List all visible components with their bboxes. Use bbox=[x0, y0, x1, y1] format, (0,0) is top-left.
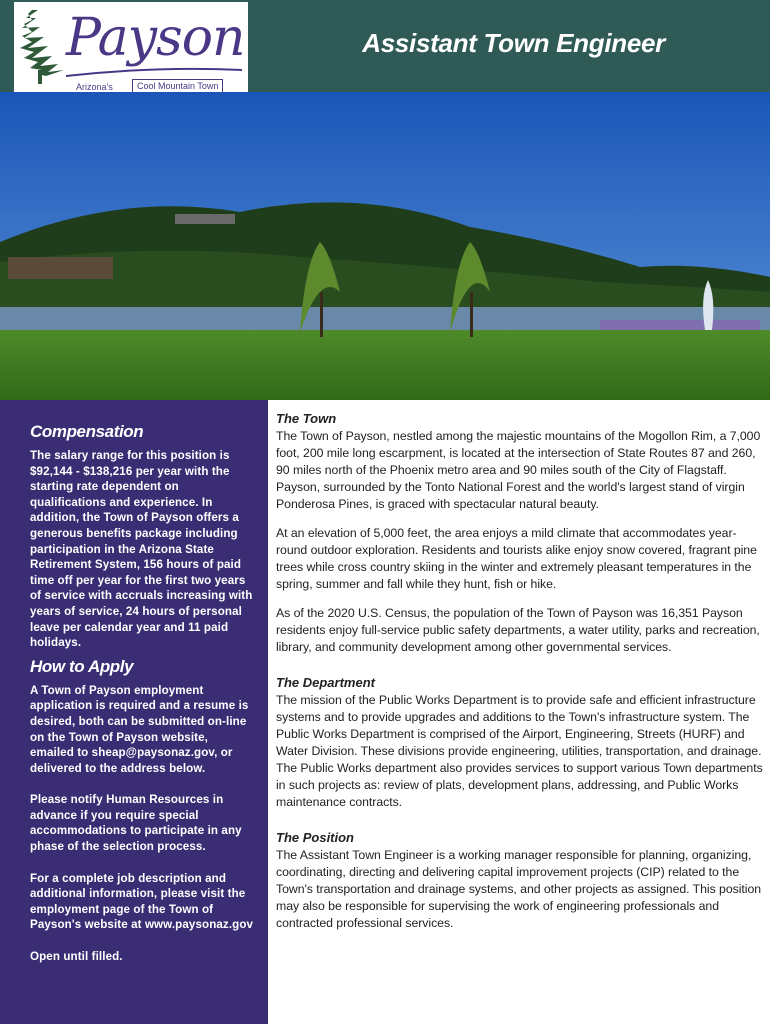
park-landscape-image bbox=[0, 92, 770, 400]
the-position-paragraph: The Assistant Town Engineer is a working manager responsible for planning, organizing, coordinating, directing and delivering capital improvement projects (CIP) related to the Town's transportation and drainage systems, and other projects as assigned. This position may also be responsible for supervising the work of engineering professionals and contracted professional services. bbox=[276, 848, 762, 930]
open-until-filled-text: Open until filled. bbox=[30, 950, 123, 964]
job-description-text: For a complete job description and additional information, please visit the employment page of the Town of Payson's website at www.paysonaz.gov bbox=[30, 871, 254, 932]
main-content bbox=[276, 410, 766, 932]
the-department-paragraph: The mission of the Public Works Department is to provide safe and efficient infrastructure systems and to provide upgrades and additions to the Town's infrastructure system. The Public Works Department is comprised of the Airport, Engineering, Streets (HURF) and Water Division. These divisions provide engineering, utilities, transportation, and drainage. The Public Works department also provides services to support various Town departments in such projects as: review of plats, development plans, addressing, and Public Works maintenance contracts. bbox=[276, 693, 763, 809]
sidebar-panel bbox=[0, 400, 268, 1024]
compensation-heading: Compensation bbox=[30, 422, 144, 441]
page-title: Assistant Town Engineer bbox=[362, 28, 665, 58]
compensation-text: The salary range for this position is $92,144 - $138,216 per year with the starting rate dependent on qualifications and experience. In addition, the Town of Payson offers a generous benefits package including participation in the Arizona State Retirement System, 156 hours of paid time off per year for the first two years of service with accruals increasing with years of service, 24 hours of personal leave per calendar year and 11 paid holidays. bbox=[30, 449, 253, 650]
the-position-heading: The Position bbox=[276, 830, 354, 845]
the-town-paragraph-1: The Town of Payson, nestled among the majestic mountains of the Mogollon Rim, a 7,000 foot, 200 mile long escarpment, is located at the intersection of State Routes 87 and 260, 90 miles north of the Phoenix metro area and 90 miles south of the City of Flagstaff. Payson, surrounded by the Tonto National Forest and the world's largest stand of virgin Ponderosa Pines, is graced with spectacular natural beauty. bbox=[276, 429, 761, 511]
the-town-heading: The Town bbox=[276, 411, 337, 426]
how-to-apply-text: A Town of Payson employment application is required and a resume is desired, both can be submitted on-line on the Town of Payson website, emailed to sheap@paysonaz.gov, or delivered to the address below. bbox=[30, 683, 249, 775]
the-town-paragraph-2: At an elevation of 5,000 feet, the area enjoys a mild climate that accommodates year-round outdoor exploration. Residents and tourists alike enjoy snow covered, fragrant pine trees while cross country skiing in the winter and extremely pleasant temperatures in the spring, summer and fall while they hunt, fish or hike. bbox=[276, 526, 757, 591]
payson-logo bbox=[14, 2, 248, 101]
the-town-paragraph-3: As of the 2020 U.S. Census, the population of the Town of Payson was 16,351 Payson residents enjoy full-service public safety departments, a water utility, parks and recreation, library, and community development among other governmental services. bbox=[276, 606, 760, 654]
hero-photo-payson-park bbox=[0, 92, 770, 400]
the-department-heading: The Department bbox=[276, 675, 375, 690]
page-header bbox=[0, 0, 770, 92]
logo-swoosh bbox=[64, 64, 244, 80]
logo-wordmark: Payson bbox=[66, 8, 245, 68]
accommodations-text: Please notify Human Resources in advance if you require special accommodations to participate in any phase of the selection process. bbox=[30, 793, 242, 854]
logo-tagline-cool-mountain: Cool Mountain Town bbox=[132, 79, 223, 93]
how-to-apply-heading: How to Apply bbox=[30, 656, 134, 676]
sidebar-content bbox=[30, 422, 255, 965]
logo-tagline-arizona: Arizona's bbox=[76, 82, 113, 92]
